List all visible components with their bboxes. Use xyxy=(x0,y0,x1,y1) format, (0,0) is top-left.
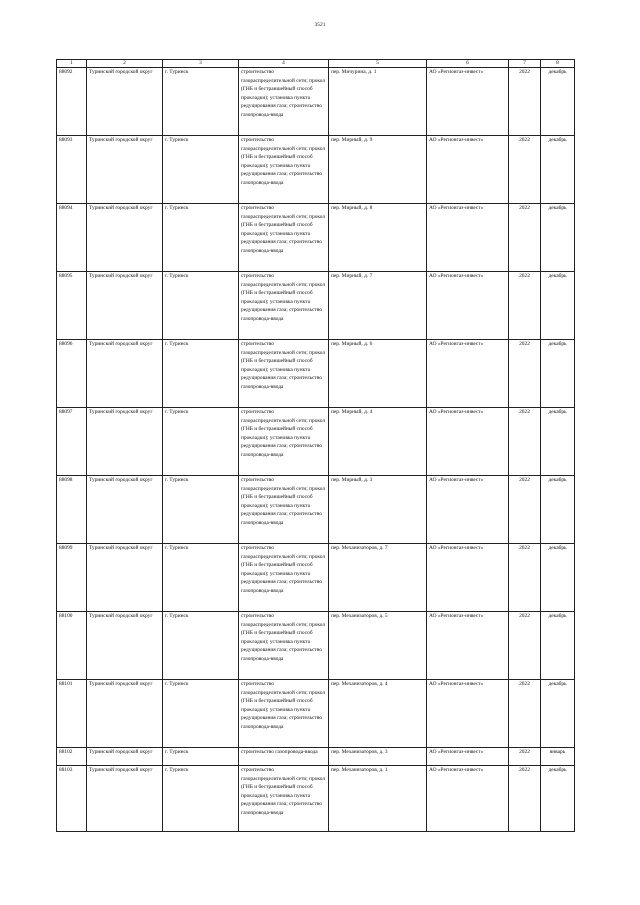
row-year: 2022 xyxy=(509,340,541,408)
row-id: 88103 xyxy=(57,766,87,832)
row-work: строительство газораспределительной сети; прокол (ГНБ и бестраншейный способ прокладки); установка пункта редуцирования газа; строительство газопровода-ввода xyxy=(239,340,329,408)
table-row xyxy=(57,544,575,612)
table-row xyxy=(57,68,575,136)
row-work: строительство газораспределительной сети; прокол (ГНБ и бестраншейный способ прокладки); установка пункта редуцирования газа; строительство газопровода-ввода xyxy=(239,136,329,204)
row-month: декабрь xyxy=(541,204,575,272)
table-row xyxy=(57,612,575,680)
row-month: декабрь xyxy=(541,476,575,544)
row-year: 2022 xyxy=(509,476,541,544)
row-locality: г. Туринск xyxy=(163,340,239,408)
col-header-8: 8 xyxy=(541,60,575,68)
col-header-5: 5 xyxy=(329,60,427,68)
row-id: 88093 xyxy=(57,136,87,204)
row-address: пер. Мирный, д. 6 xyxy=(329,340,427,408)
row-district: Туринский городской округ xyxy=(87,136,163,204)
row-org: АО «Регионгаз-инвест» xyxy=(427,612,509,680)
row-address: пер. Механизаторов, д. 5 xyxy=(329,612,427,680)
row-month: декабрь xyxy=(541,340,575,408)
row-year: 2022 xyxy=(509,68,541,136)
row-org: АО «Регионгаз-инвест» xyxy=(427,204,509,272)
table-row xyxy=(57,340,575,408)
row-district: Туринский городской округ xyxy=(87,272,163,340)
row-district: Туринский городской округ xyxy=(87,340,163,408)
row-address: пер. Мирный, д. 8 xyxy=(329,204,427,272)
row-locality: г. Туринск xyxy=(163,544,239,612)
row-work: строительство газораспределительной сети; прокол (ГНБ и бестраншейный способ прокладки); установка пункта редуцирования газа; строительство газопровода-ввода xyxy=(239,476,329,544)
row-locality: г. Туринск xyxy=(163,476,239,544)
row-work: строительство газораспределительной сети; прокол (ГНБ и бестраншейный способ прокладки); установка пункта редуцирования газа; строительство газопровода-ввода xyxy=(239,680,329,748)
row-locality: г. Туринск xyxy=(163,680,239,748)
header-row xyxy=(57,60,575,68)
row-month: декабрь xyxy=(541,612,575,680)
row-locality: г. Туринск xyxy=(163,766,239,832)
row-district: Туринский городской округ xyxy=(87,544,163,612)
row-address: пер. Механизаторов, д. 3 xyxy=(329,748,427,766)
col-header-1: 1 xyxy=(57,60,87,68)
row-id: 88095 xyxy=(57,272,87,340)
row-address: пер. Мичурина, д. 1 xyxy=(329,68,427,136)
row-org: АО «Регионгаз-инвест» xyxy=(427,748,509,766)
row-address: пер. Мирный, д. 9 xyxy=(329,136,427,204)
row-id: 88097 xyxy=(57,408,87,476)
row-district: Туринский городской округ xyxy=(87,204,163,272)
row-district: Туринский городской округ xyxy=(87,68,163,136)
row-month: декабрь xyxy=(541,766,575,832)
row-year: 2022 xyxy=(509,204,541,272)
row-locality: г. Туринск xyxy=(163,748,239,766)
row-locality: г. Туринск xyxy=(163,136,239,204)
row-work: строительство газораспределительной сети; прокол (ГНБ и бестраншейный способ прокладки); установка пункта редуцирования газа; строительство газопровода-ввода xyxy=(239,68,329,136)
table-row xyxy=(57,748,575,766)
row-id: 88100 xyxy=(57,612,87,680)
row-district: Туринский городской округ xyxy=(87,680,163,748)
row-locality: г. Туринск xyxy=(163,612,239,680)
table-row xyxy=(57,204,575,272)
row-year: 2022 xyxy=(509,408,541,476)
row-id: 88101 xyxy=(57,680,87,748)
row-org: АО «Регионгаз-инвест» xyxy=(427,340,509,408)
table-body xyxy=(57,68,575,832)
row-id: 88098 xyxy=(57,476,87,544)
page-number: 3521 xyxy=(314,22,326,28)
row-year: 2022 xyxy=(509,544,541,612)
row-work: строительство газораспределительной сети; прокол (ГНБ и бестраншейный способ прокладки); установка пункта редуцирования газа; строительство газопровода-ввода xyxy=(239,204,329,272)
row-locality: г. Туринск xyxy=(163,68,239,136)
row-month: декабрь xyxy=(541,408,575,476)
gasification-table xyxy=(56,59,575,832)
row-year: 2022 xyxy=(509,748,541,766)
col-header-2: 2 xyxy=(87,60,163,68)
row-org: АО «Регионгаз-инвест» xyxy=(427,136,509,204)
col-header-7: 7 xyxy=(509,60,541,68)
row-org: АО «Регионгаз-инвест» xyxy=(427,272,509,340)
table-row xyxy=(57,408,575,476)
row-work: строительство газораспределительной сети; прокол (ГНБ и бестраншейный способ прокладки); установка пункта редуцирования газа; строительство газопровода-ввода xyxy=(239,408,329,476)
col-header-6: 6 xyxy=(427,60,509,68)
row-org: АО «Регионгаз-инвест» xyxy=(427,680,509,748)
row-id: 88102 xyxy=(57,748,87,766)
col-header-3: 3 xyxy=(163,60,239,68)
row-district: Туринский городской округ xyxy=(87,612,163,680)
row-id: 88096 xyxy=(57,340,87,408)
row-work: строительство газораспределительной сети; прокол (ГНБ и бестраншейный способ прокладки); установка пункта редуцирования газа; строительство газопровода-ввода xyxy=(239,272,329,340)
row-district: Туринский городской округ xyxy=(87,748,163,766)
row-id: 88099 xyxy=(57,544,87,612)
row-org: АО «Регионгаз-инвест» xyxy=(427,766,509,832)
row-month: январь xyxy=(541,748,575,766)
row-id: 88092 xyxy=(57,68,87,136)
row-address: пер. Механизаторов, д. 7 xyxy=(329,544,427,612)
row-year: 2022 xyxy=(509,766,541,832)
row-address: пер. Мирный, д. 4 xyxy=(329,408,427,476)
row-work: строительство газораспределительной сети; прокол (ГНБ и бестраншейный способ прокладки); установка пункта редуцирования газа; строительство газопровода-ввода xyxy=(239,766,329,832)
row-locality: г. Туринск xyxy=(163,272,239,340)
row-month: декабрь xyxy=(541,544,575,612)
table-row xyxy=(57,476,575,544)
row-district: Туринский городской округ xyxy=(87,408,163,476)
row-month: декабрь xyxy=(541,272,575,340)
row-year: 2022 xyxy=(509,136,541,204)
row-year: 2022 xyxy=(509,612,541,680)
table-row xyxy=(57,136,575,204)
table-row xyxy=(57,680,575,748)
row-year: 2022 xyxy=(509,272,541,340)
row-id: 88094 xyxy=(57,204,87,272)
row-year: 2022 xyxy=(509,680,541,748)
row-address: пер. Мирный, д. 3 xyxy=(329,476,427,544)
row-address: пер. Мирный, д. 7 xyxy=(329,272,427,340)
col-header-4: 4 xyxy=(239,60,329,68)
row-district: Туринский городской округ xyxy=(87,766,163,832)
row-work: строительство газораспределительной сети; прокол (ГНБ и бестраншейный способ прокладки); установка пункта редуцирования газа; строительство газопровода-ввода xyxy=(239,544,329,612)
row-org: АО «Регионгаз-инвест» xyxy=(427,68,509,136)
row-address: пер. Механизаторов, д. 4 xyxy=(329,680,427,748)
row-month: декабрь xyxy=(541,680,575,748)
row-work: строительство газораспределительной сети; прокол (ГНБ и бестраншейный способ прокладки); установка пункта редуцирования газа; строительство газопровода-ввода xyxy=(239,612,329,680)
row-month: декабрь xyxy=(541,136,575,204)
row-month: декабрь xyxy=(541,68,575,136)
row-org: АО «Регионгаз-инвест» xyxy=(427,476,509,544)
table-row xyxy=(57,272,575,340)
row-address: пер. Механизаторов, д. 1 xyxy=(329,766,427,832)
row-locality: г. Туринск xyxy=(163,204,239,272)
row-work: строительство газопровода-ввода xyxy=(239,748,329,766)
row-district: Туринский городской округ xyxy=(87,476,163,544)
row-org: АО «Регионгаз-инвест» xyxy=(427,408,509,476)
row-locality: г. Туринск xyxy=(163,408,239,476)
row-org: АО «Регионгаз-инвест» xyxy=(427,544,509,612)
table-row xyxy=(57,766,575,832)
